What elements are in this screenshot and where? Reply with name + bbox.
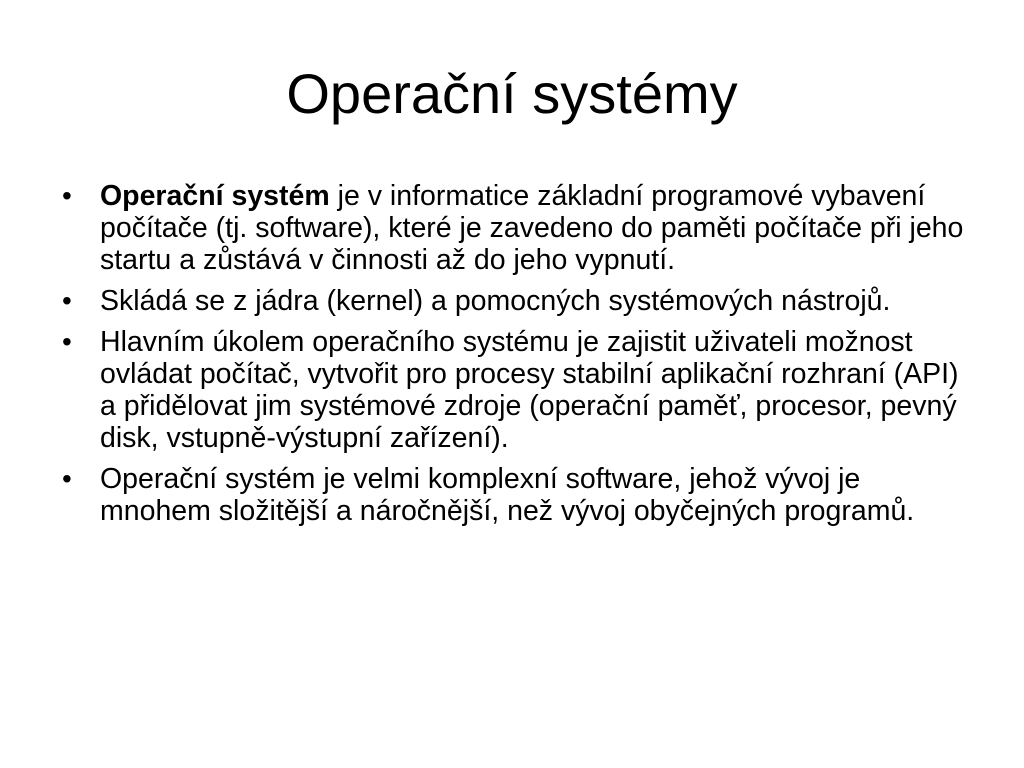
bullet-icon: • [62, 285, 72, 316]
slide-title: Operační systémy [286, 62, 738, 125]
bullet-item-kernel [58, 285, 978, 317]
bullet-item-complexity [58, 463, 978, 527]
bullet-icon: • [62, 463, 72, 494]
bullet-text: Operační systém je velmi komplexní software, jehož vývoj je mnohem složitější a náročnější, než vývoj obyčejných programů. [100, 463, 915, 527]
bullet-text: Skládá se z jádra (kernel) a pomocných systémových nástrojů. [100, 285, 891, 317]
bullet-bold-term: Operační systém [100, 180, 330, 212]
bullet-item-definition [58, 180, 978, 276]
bullet-icon: • [62, 180, 72, 211]
bullet-text: je v informatice základní programové vybavení počítače (tj. software), které je zavedeno do paměti počítače při jeho startu a zůstává v činnosti až do jeho vypnutí. [100, 180, 964, 276]
bullet-item-main-task [58, 326, 978, 454]
bullet-list [58, 180, 978, 536]
bullet-icon: • [62, 326, 72, 357]
bullet-text: Hlavním úkolem operačního systému je zajistit uživateli možnost ovládat počítač, vytvořit pro procesy stabilní aplikační rozhraní (API) a přidělovat jim systémové zdroje (operační paměť, procesor, pevný disk, vstupně-výstupní zařízení). [100, 326, 959, 454]
